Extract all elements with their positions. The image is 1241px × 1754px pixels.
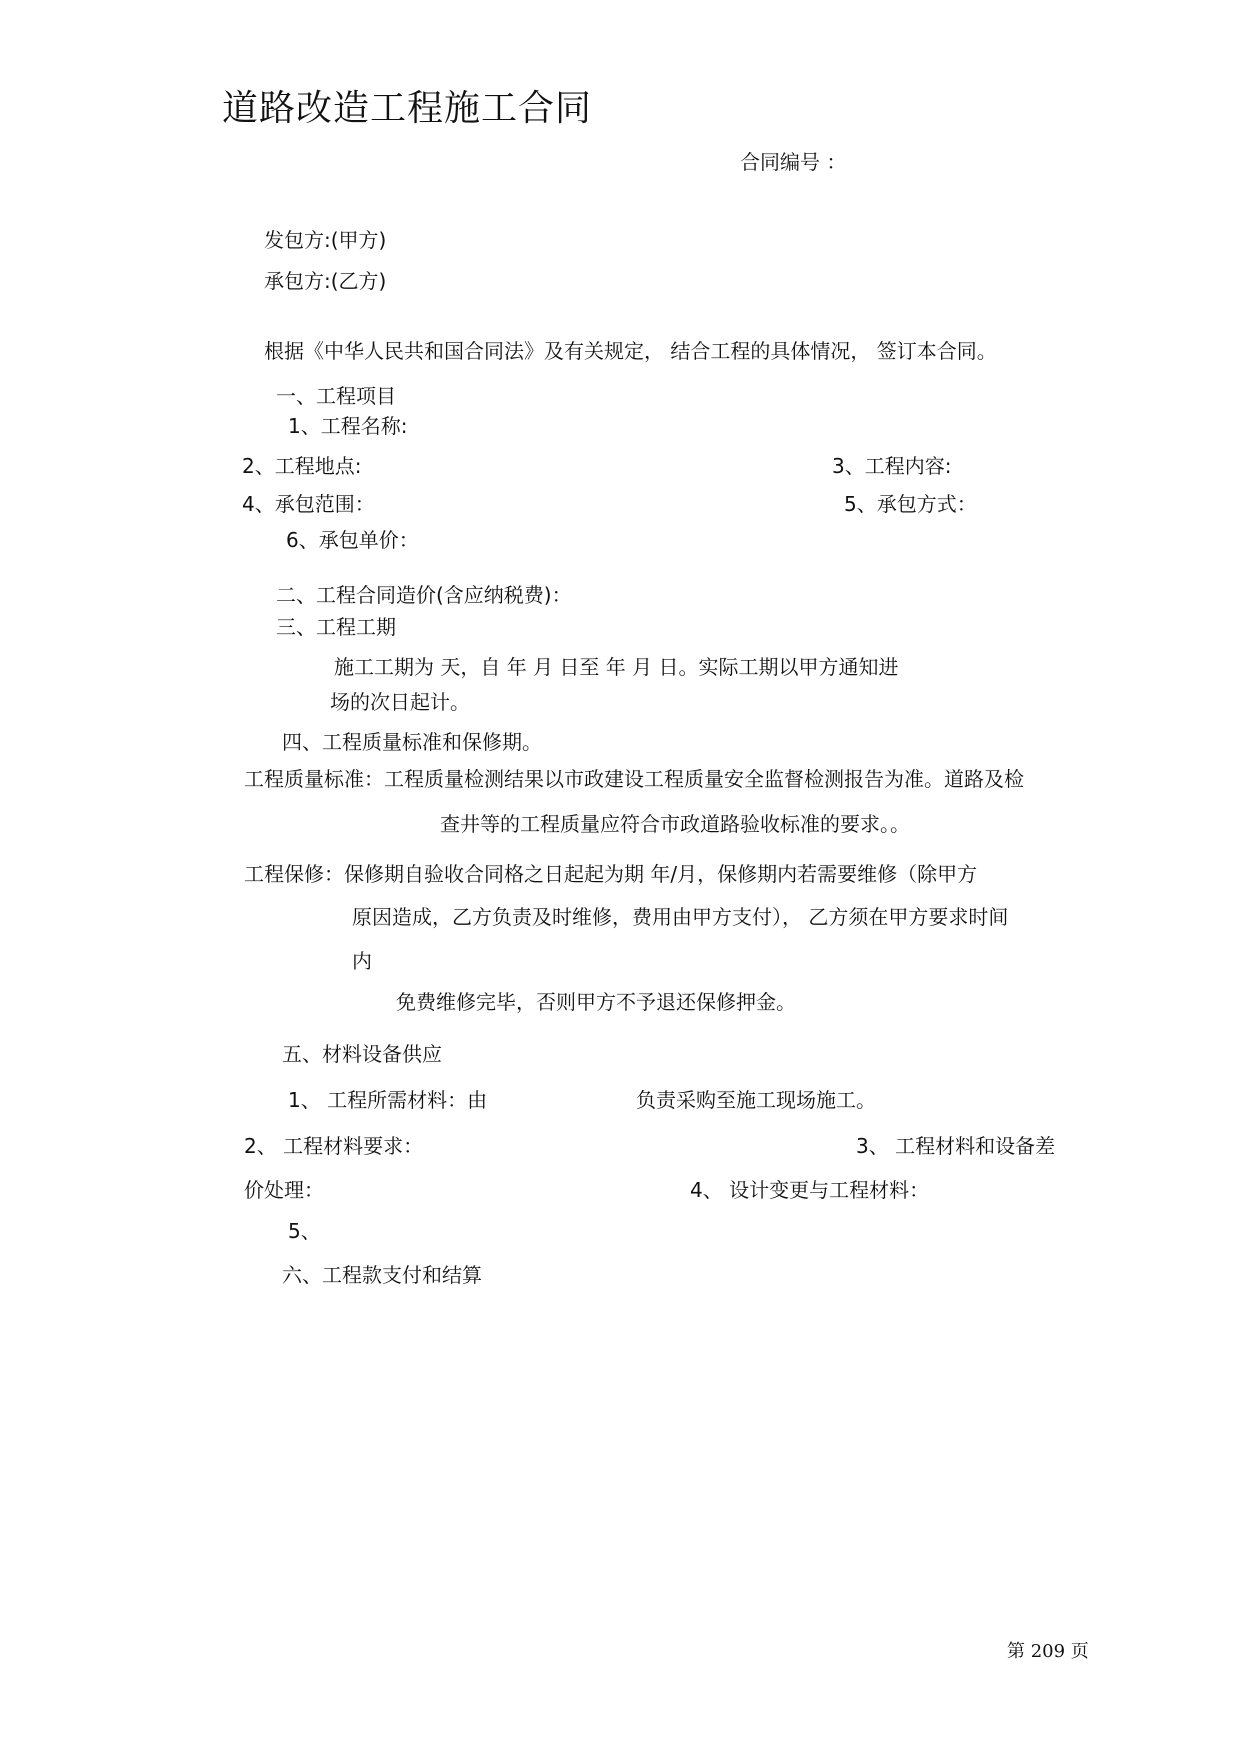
section-1-heading: 一、工程项目 [276, 384, 396, 408]
project-content-field: 3、工程内容: [832, 454, 952, 478]
party-a-label: 发包方:(甲方) [264, 228, 387, 252]
material-item-2: 2、 工程材料要求： [244, 1134, 424, 1158]
project-name-field: 1、工程名称: [288, 414, 408, 438]
warranty-line-3: 内 [352, 949, 372, 973]
warranty-line-1: 工程保修：保修期自验收合同格之日起起为期 年/月，保修期内若需要维修（除甲方 [244, 862, 978, 886]
construction-period-line-2: 场的次日起计。 [330, 690, 470, 714]
material-item-5: 5、 [288, 1219, 321, 1243]
contract-number-label: 合同编号 ： [740, 150, 847, 174]
section-3-heading: 三、工程工期 [276, 615, 396, 639]
preamble-text: 根据《中华人民共和国合同法》及有关规定， 结合工程的具体情况， 签订本合同。 [264, 339, 997, 363]
section-2-heading: 二、工程合同造价(含应纳税费)： [276, 583, 572, 607]
contract-scope-field: 4、承包范围： [242, 492, 375, 516]
quality-standard-line-2: 查井等的工程质量应符合市政道路验收标准的要求。。 [440, 812, 910, 836]
material-item-1-start: 1、 工程所需材料：由 [288, 1088, 488, 1112]
project-location-field: 2、工程地点: [242, 454, 362, 478]
document-title: 道路改造工程施工合同 [222, 88, 593, 129]
page-number: 第 209 页 [1007, 1641, 1089, 1662]
material-item-3-start: 3、 工程材料和设备差 [856, 1134, 1056, 1158]
warranty-line-4: 免费维修完毕，否则甲方不予退还保修押金。 [396, 990, 796, 1014]
section-4-heading: 四、工程质量标准和保修期。 [282, 730, 542, 754]
material-item-3-end: 价处理： [244, 1178, 324, 1202]
section-6-heading: 六、工程款支付和结算 [282, 1263, 482, 1287]
quality-standard-line-1: 工程质量标准：工程质量检测结果以市政建设工程质量安全监督检测报告为准。道路及检 [244, 767, 1024, 791]
contract-method-field: 5、承包方式： [844, 492, 977, 516]
warranty-line-2: 原因造成，乙方负责及时维修，费用由甲方支付）， 乙方须在甲方要求时间 [352, 905, 1009, 929]
unit-price-field: 6、承包单价： [286, 528, 419, 552]
section-5-heading: 五、材料设备供应 [282, 1042, 442, 1066]
material-item-4: 4、 设计变更与工程材料： [690, 1178, 930, 1202]
construction-period-line: 施工工期为 天，自 年 月 日至 年 月 日。实际工期以甲方通知进 [334, 655, 899, 679]
party-b-label: 承包方:(乙方) [264, 269, 387, 293]
material-item-1-end: 负责采购至施工现场施工。 [636, 1088, 876, 1112]
